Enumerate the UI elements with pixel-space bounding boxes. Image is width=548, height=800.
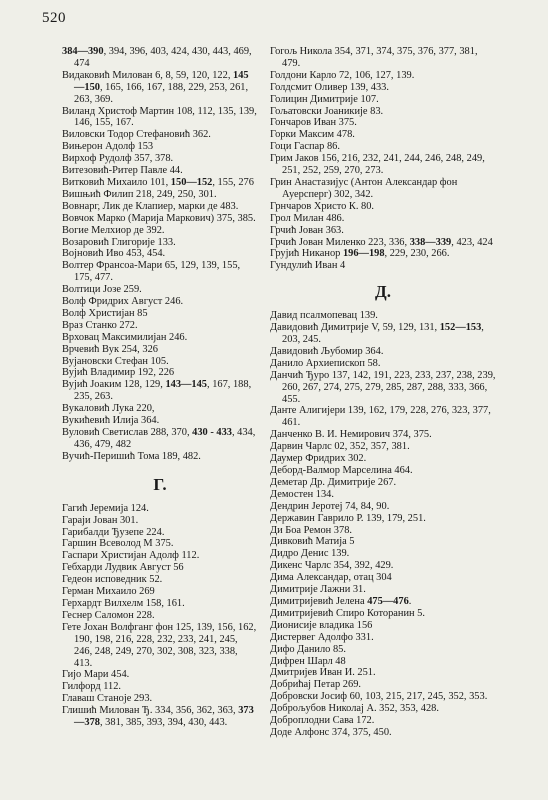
index-entry <box>270 94 496 106</box>
index-entry <box>62 550 258 562</box>
index-entry <box>62 260 258 284</box>
entry-text: Вукићевић Илија 364. <box>62 415 160 427</box>
entry-text: Данте Алигијери 139, 162, 179, 228, 276, 323, 377, 461. <box>270 405 491 429</box>
index-entry <box>62 622 258 670</box>
index-entry <box>62 284 258 296</box>
entry-text: Димитријевић Спиро Которанин 5. <box>270 607 425 619</box>
entry-text: Давид псалмопевац 139. <box>270 310 378 322</box>
entry-text: Добровски Јосиф 60, 103, 215, 217, 245, 352, 353. <box>270 691 488 703</box>
entry-text: Волф Христијан 85 <box>62 307 148 319</box>
entry-text: Деборд-Валмор Марселина 464. <box>270 465 413 476</box>
entry-text: Витезовић-Ритер Павле 44. <box>62 165 183 177</box>
index-entry <box>270 201 496 213</box>
entry-text: Герхардт Вилхелм 158, 161. <box>62 597 185 609</box>
entry-text: Гогољ Никола 354, 371, 374, 375, 376, 377, 381, 479. <box>270 46 478 69</box>
entry-text: Вињерон Адолф 153 <box>62 141 154 153</box>
entry-text: Гебхарди Лудвик Август 56 <box>62 562 184 574</box>
index-entry <box>62 153 258 165</box>
entry-text: Гоци Гаспар 86. <box>270 141 340 153</box>
entry-text: Деметар Др. Димитрије 267. <box>270 476 397 488</box>
index-entry <box>270 141 496 153</box>
index-entry <box>270 405 496 429</box>
entry-text: Державин Гаврило Р. 139, 179, 251. <box>270 512 426 524</box>
index-entry <box>62 248 258 260</box>
entry-text: Давидовић Димитрије V, 59, 129, 131, <box>270 322 440 334</box>
entry-text: Дарвин Чарлс 02, 352, 357, 381. <box>270 441 410 453</box>
index-entry <box>270 477 496 489</box>
index-entry <box>62 451 258 463</box>
entry-text: Војновић Иво 453, 454. <box>62 248 166 260</box>
entry-text: Гете Јохан Волфганг фон 125, 139, 156, 162, 190, 198, 216, 228, 232, 233, 241, 245, 246, 248, 249, 270, 302, 308, 323, 338, 413. <box>62 621 257 669</box>
index-entry <box>270 225 496 237</box>
entry-text-tail: , 434, 436, 479, 482 <box>74 427 256 450</box>
index-entry <box>62 141 258 153</box>
entry-text-tail: , 381, 385, 393, 394, 430, 443. <box>99 717 228 729</box>
entry-text: Гаспари Христијан Адолф 112. <box>62 550 200 562</box>
entry-text: Доброљубов Николај А. 352, 353, 428. <box>270 703 439 715</box>
index-entry <box>62 379 258 403</box>
index-entry <box>270 453 496 465</box>
entry-text: Гијо Мари 454. <box>62 669 130 681</box>
index-entry <box>62 177 258 189</box>
index-entry <box>62 332 258 344</box>
entry-text: Грчић Јован 363. <box>270 224 344 236</box>
index-entry <box>62 320 258 332</box>
entry-text: Дионисије владика 156 <box>270 619 373 631</box>
entry-text: Дивковић Матија 5 <box>270 536 355 548</box>
entry-page-range: 384—390 <box>62 46 104 57</box>
index-entry <box>62 415 258 427</box>
right-column <box>270 46 496 739</box>
entry-page-range: 373—378 <box>74 705 254 729</box>
entry-text: Доде Алфонс 374, 375, 450. <box>270 726 392 738</box>
entry-page-range: 338—339 <box>409 236 452 248</box>
index-entry <box>270 46 496 70</box>
index-entry <box>62 610 258 622</box>
index-entry <box>62 681 258 693</box>
entry-text: Голдсмит Оливер 139, 433. <box>270 81 389 93</box>
entry-text: Геснер Саломон 228. <box>62 609 155 621</box>
entry-text: Вогие Мелхиор де 392. <box>62 224 165 236</box>
entry-text: Даумер Фридрих 302. <box>270 453 367 465</box>
entry-text: Данчић Ђуро 137, 142, 191, 223, 233, 237, 238, 239, 260, 267, 274, 275, 279, 285, 287, 288, 333, 366, 455. <box>270 369 496 405</box>
entry-text: Гундулић Иван 4 <box>270 260 346 272</box>
index-entry <box>62 344 258 356</box>
index-entry <box>62 427 258 451</box>
index-entry <box>270 213 496 225</box>
entry-text: Возаровић Глигорије 133. <box>62 236 176 248</box>
index-entry <box>62 586 258 598</box>
entry-text: Волтер Франсоа-Мари 65, 129, 139, 155, 175, 477. <box>62 260 241 284</box>
index-entry <box>270 70 496 82</box>
entry-text: Вишњић Филип 218, 249, 250, 301. <box>62 188 217 200</box>
index-entry <box>62 598 258 610</box>
entry-text: Гилфорд 112. <box>62 681 122 693</box>
entry-text: Виланд Христоф Мартин 108, 112, 135, 139, 146, 155, 167. <box>62 105 257 129</box>
index-entry <box>270 525 496 537</box>
entry-text: Вучић-Перишић Тома 189, 482. <box>62 450 201 462</box>
index-entry <box>270 691 496 703</box>
index-entry <box>270 346 496 358</box>
entry-text: Ди Боа Ремон 378. <box>270 524 352 536</box>
entry-text: Врчевић Вук 254, 326 <box>62 343 158 355</box>
entry-page-range: 145—150 <box>74 69 249 93</box>
entry-text: Дифо Данило 85. <box>270 643 346 655</box>
section-heading-g: Г. <box>153 474 167 494</box>
entry-text: Вуловић Светислав 288, 370, <box>62 427 193 438</box>
index-entry <box>270 667 496 679</box>
entry-text: Волф Фридрих Август 246. <box>62 296 184 308</box>
entry-text: Виловски Тодор Стефановић 362. <box>62 129 211 141</box>
index-entry <box>62 106 258 130</box>
g-entries <box>62 503 258 729</box>
entry-text: Дендрин Јеротеј 74, 84, 90. <box>270 500 390 512</box>
v-entries <box>62 46 258 463</box>
entry-text: Вујић Владимир 192, 226 <box>62 367 175 379</box>
index-entry <box>270 322 496 346</box>
index-entry <box>270 237 496 249</box>
index-entry <box>270 370 496 406</box>
index-entry <box>270 632 496 644</box>
entry-page-range: 196—198 <box>342 248 385 260</box>
index-entry <box>62 669 258 681</box>
entry-text: Герман Михаило 269 <box>62 586 155 598</box>
entry-text: Грим Јаков 156, 216, 232, 241, 244, 246, 248, 249, 251, 252, 259, 270, 273. <box>270 153 485 177</box>
index-entry <box>270 465 496 477</box>
index-entry <box>62 46 258 70</box>
entry-text: Гарибалди Ђузепе 224. <box>62 526 165 538</box>
entry-text-tail: . <box>408 595 412 607</box>
index-entry <box>270 548 496 560</box>
index-entry <box>62 356 258 368</box>
entry-text: Витковић Михаило 101, <box>62 176 171 188</box>
entry-text: Вујић Јоаким 128, 129, <box>62 379 166 391</box>
index-entry <box>270 703 496 715</box>
page-number: 520 <box>42 10 66 26</box>
index-entry <box>62 213 258 225</box>
entry-text: Вирхоф Рудолф 357, 378. <box>62 153 174 165</box>
index-entry <box>270 358 496 370</box>
index-entry <box>270 596 496 608</box>
index-entry <box>62 225 258 237</box>
index-entry <box>62 129 258 141</box>
entry-text: Димитријевић Јелена <box>270 595 368 607</box>
index-entry <box>270 608 496 620</box>
index-entry <box>270 310 496 322</box>
entry-text: Грол Милан 486. <box>270 212 345 224</box>
index-entry <box>270 715 496 727</box>
index-entry <box>62 574 258 586</box>
entry-page-range: 430 - 433 <box>192 427 232 438</box>
entry-text: Димитрије Лажни 31. <box>270 584 366 596</box>
entry-text-tail: , 167, 188, 235, 263. <box>74 379 252 403</box>
entry-text: Главаш Станоје 293. <box>62 693 153 705</box>
index-entry <box>270 117 496 129</box>
entry-text: Дима Александар, отац 304 <box>270 572 392 584</box>
index-entry <box>62 70 258 106</box>
entry-text: Дистервег Адолфо 331. <box>270 631 374 643</box>
entry-text: Грујић Никанор <box>270 248 343 260</box>
entry-text: Гагић Јеремија 124. <box>62 502 149 514</box>
index-entry <box>270 106 496 118</box>
entry-page-range: 143—145 <box>165 379 207 391</box>
entry-text: Видаковић Милован 6, 8, 59, 120, 122, <box>62 69 234 81</box>
entry-text: Волтици Јозе 259. <box>62 284 142 296</box>
entry-text: Гаршин Всеволод М 375. <box>62 538 174 550</box>
entry-text-tail: , 165, 166, 167, 188, 229, 253, 261, 263, 369. <box>74 81 249 105</box>
index-entry <box>270 644 496 656</box>
index-entry <box>62 367 258 379</box>
entry-text: Враз Станко 272. <box>62 319 138 331</box>
index-entry <box>270 679 496 691</box>
index-entry <box>270 560 496 572</box>
entry-text: Грчић Јован Миленко 223, 336, <box>270 236 410 248</box>
index-entry <box>62 308 258 320</box>
entry-text: Гедеон исповедник 52. <box>62 574 163 586</box>
index-entry <box>270 177 496 201</box>
entry-text: Голдони Карло 72, 106, 127, 139. <box>270 69 415 81</box>
index-entry <box>270 429 496 441</box>
index-entry <box>62 562 258 574</box>
index-entry <box>62 403 258 415</box>
entry-text: Грнчаров Христо К. 80. <box>270 200 375 212</box>
index-entry <box>270 82 496 94</box>
index-entry <box>270 153 496 177</box>
entry-text: Данченко В. И. Немирович 374, 375. <box>270 429 432 441</box>
index-entry <box>62 705 258 729</box>
index-entry <box>270 727 496 739</box>
entry-text: Грин Анастазијус (Антон Александар фон Ауерсперг) 302, 342. <box>270 176 458 200</box>
index-entry <box>62 527 258 539</box>
entry-text: Вујановски Стефан 105. <box>62 355 169 367</box>
index-entry <box>270 656 496 668</box>
entry-page-range: 150—152 <box>170 176 213 188</box>
entry-text: Демостен 134. <box>270 488 334 500</box>
entry-text: Вовнарг, Лик де Клапиер, марки де 483. <box>62 200 239 212</box>
index-entry <box>270 441 496 453</box>
entry-text: Вовчок Марко (Марија Маркович) 375, 385. <box>62 212 256 224</box>
entry-text: Гараји Јован 301. <box>62 514 139 526</box>
entry-text: Данило Архиепископ 58. <box>270 357 381 369</box>
entry-text: Гољатовски Јоаникије 83. <box>270 105 384 117</box>
index-entry <box>270 489 496 501</box>
index-entry <box>270 129 496 141</box>
index-entry <box>270 536 496 548</box>
index-entry <box>62 237 258 249</box>
entry-text: Дидро Денис 139. <box>270 548 350 560</box>
entry-text: Гончаров Иван 375. <box>270 117 357 129</box>
entry-text: Горки Максим 478. <box>270 129 355 141</box>
index-entry <box>62 515 258 527</box>
index-entry <box>270 572 496 584</box>
entry-text-tail: , 394, 396, 403, 424, 430, 443, 469, 474 <box>74 46 252 69</box>
entry-text-tail: , 203, 245. <box>282 322 484 346</box>
d-entries <box>270 310 496 739</box>
entry-text: Голицин Димитрије 107. <box>270 93 379 105</box>
index-entry <box>62 189 258 201</box>
index-entry <box>62 538 258 550</box>
index-entry <box>270 513 496 525</box>
section-heading-d: Д. <box>375 282 391 302</box>
entry-text: Давидовић Љубомир 364. <box>270 345 384 357</box>
entry-text-tail: , 423, 424 <box>451 236 493 248</box>
index-entry <box>270 584 496 596</box>
index-entry <box>62 165 258 177</box>
index-entry <box>270 501 496 513</box>
left-column <box>62 46 258 729</box>
entry-text-tail: , 229, 230, 266. <box>384 248 450 260</box>
entry-page-range: 475—476 <box>367 595 409 607</box>
entry-text-tail: , 155, 276 <box>212 176 254 188</box>
entry-text: Врховац Максимилијан 246. <box>62 331 188 343</box>
entry-text: Дмитријев Иван И. 251. <box>270 667 376 679</box>
entry-text: Дифрен Шарл 48 <box>270 655 346 667</box>
index-entry <box>270 248 496 260</box>
entry-text: Доброплодни Сава 172. <box>270 715 375 727</box>
index-entry <box>62 296 258 308</box>
entry-text: Дикенс Чарлс 354, 392, 429. <box>270 560 394 572</box>
g-entries-continued <box>270 46 496 272</box>
index-entry <box>270 260 496 272</box>
index-entry <box>62 201 258 213</box>
index-entry <box>62 693 258 705</box>
index-entry <box>270 620 496 632</box>
entry-text: Глишић Милован Ђ. 334, 356, 362, 363, <box>62 705 239 717</box>
entry-text: Вукаловић Лука 220, <box>62 403 155 415</box>
entry-page-range: 152—153 <box>439 322 482 334</box>
entry-text: Добрићај Петар 269. <box>270 679 361 691</box>
index-entry <box>62 503 258 515</box>
